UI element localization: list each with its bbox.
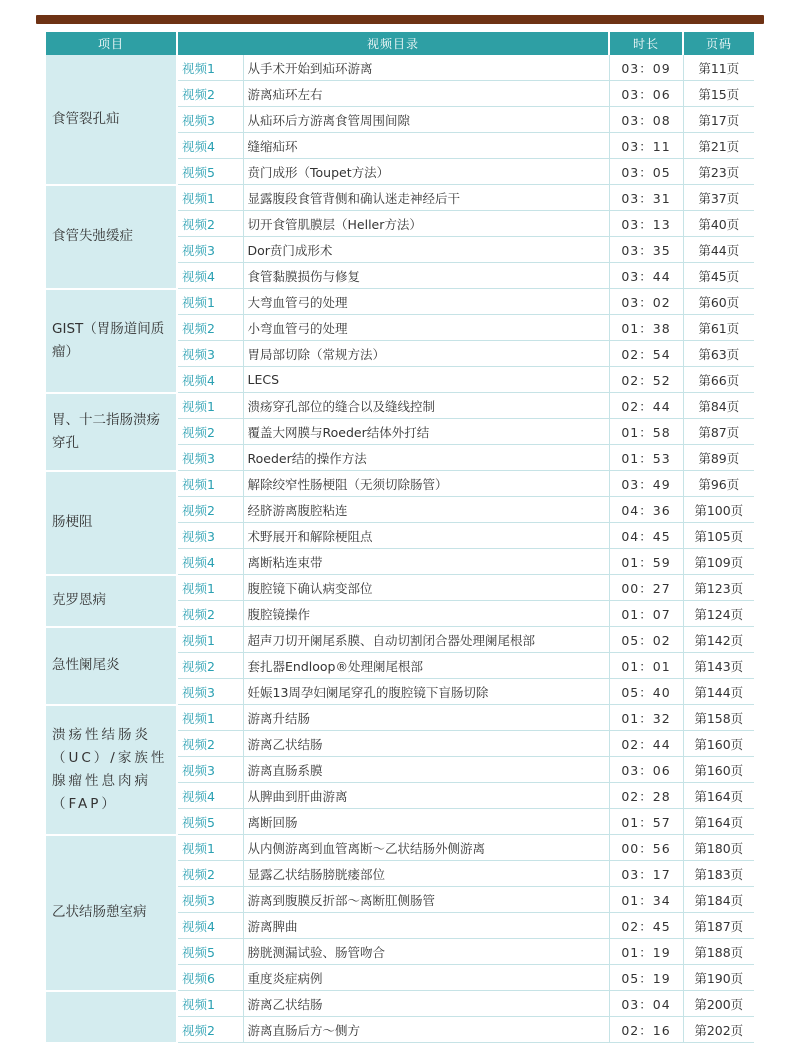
table-row xyxy=(46,289,754,315)
page-number: 第160页 xyxy=(683,731,754,757)
page-number: 第66页 xyxy=(683,367,754,393)
video-duration: 01：07 xyxy=(609,601,683,627)
video-duration: 04：45 xyxy=(609,523,683,549)
table-row xyxy=(46,835,754,861)
video-duration: 01：34 xyxy=(609,887,683,913)
video-duration: 03：06 xyxy=(609,757,683,783)
video-title: 重度炎症病例 xyxy=(243,965,609,991)
video-title: Roeder结的操作方法 xyxy=(243,445,609,471)
table-row xyxy=(46,185,754,211)
video-label[interactable]: 视频3 xyxy=(177,679,243,705)
video-label[interactable]: 视频1 xyxy=(177,627,243,653)
category-cell: 胃、十二指肠溃疡穿孔 xyxy=(46,393,177,471)
video-label[interactable]: 视频1 xyxy=(177,185,243,211)
category-cell xyxy=(46,991,177,1043)
table-row xyxy=(46,575,754,601)
video-duration: 02：16 xyxy=(609,1017,683,1043)
video-duration: 01：32 xyxy=(609,705,683,731)
video-duration: 02：44 xyxy=(609,393,683,419)
page-number: 第105页 xyxy=(683,523,754,549)
video-label[interactable]: 视频3 xyxy=(177,237,243,263)
video-label[interactable]: 视频1 xyxy=(177,471,243,497)
video-title: 缝缩疝环 xyxy=(243,133,609,159)
video-duration: 01：19 xyxy=(609,939,683,965)
video-label[interactable]: 视频6 xyxy=(177,965,243,991)
video-duration: 02：45 xyxy=(609,913,683,939)
page-number: 第15页 xyxy=(683,81,754,107)
page-number: 第187页 xyxy=(683,913,754,939)
table-header-row xyxy=(46,32,754,55)
page-number: 第124页 xyxy=(683,601,754,627)
page-number: 第61页 xyxy=(683,315,754,341)
video-title: 解除绞窄性肠梗阻（无须切除肠管） xyxy=(243,471,609,497)
page-number: 第45页 xyxy=(683,263,754,289)
video-title: 游离到腹膜反折部～离断肛侧肠管 xyxy=(243,887,609,913)
video-duration: 00：56 xyxy=(609,835,683,861)
video-label[interactable]: 视频2 xyxy=(177,211,243,237)
video-title: 腹腔镜下确认病变部位 xyxy=(243,575,609,601)
page-number: 第144页 xyxy=(683,679,754,705)
table-row xyxy=(46,705,754,731)
video-title: 大弯血管弓的处理 xyxy=(243,289,609,315)
page-number: 第37页 xyxy=(683,185,754,211)
page-number: 第84页 xyxy=(683,393,754,419)
page-number: 第23页 xyxy=(683,159,754,185)
video-label[interactable]: 视频3 xyxy=(177,445,243,471)
video-title: 覆盖大网膜与Roeder结体外打结 xyxy=(243,419,609,445)
video-title: 游离直肠后方～侧方 xyxy=(243,1017,609,1043)
page-number: 第11页 xyxy=(683,55,754,81)
category-cell: 肠梗阻 xyxy=(46,471,177,575)
video-duration: 03：31 xyxy=(609,185,683,211)
page-number: 第109页 xyxy=(683,549,754,575)
video-title: Dor贲门成形术 xyxy=(243,237,609,263)
page-number: 第164页 xyxy=(683,783,754,809)
video-title: 从内侧游离到血管离断～乙状结肠外侧游离 xyxy=(243,835,609,861)
video-label[interactable]: 视频1 xyxy=(177,835,243,861)
header-catalog: 视频目录 xyxy=(177,32,609,55)
video-duration: 03：17 xyxy=(609,861,683,887)
video-label[interactable]: 视频2 xyxy=(177,861,243,887)
video-title: 从疝环后方游离食管周围间隙 xyxy=(243,107,609,133)
video-duration: 03：44 xyxy=(609,263,683,289)
category-cell: 克罗恩病 xyxy=(46,575,177,627)
video-label[interactable]: 视频2 xyxy=(177,731,243,757)
video-title: LECS xyxy=(243,367,609,393)
video-duration: 03：06 xyxy=(609,81,683,107)
page-number: 第21页 xyxy=(683,133,754,159)
video-title: 从脾曲到肝曲游离 xyxy=(243,783,609,809)
video-label[interactable]: 视频3 xyxy=(177,757,243,783)
page-number: 第40页 xyxy=(683,211,754,237)
table-body xyxy=(46,55,754,1043)
video-title: 显露腹段食管背侧和确认迷走神经后干 xyxy=(243,185,609,211)
page-number: 第180页 xyxy=(683,835,754,861)
page-number: 第188页 xyxy=(683,939,754,965)
page-number: 第200页 xyxy=(683,991,754,1017)
video-duration: 03：05 xyxy=(609,159,683,185)
video-duration: 01：57 xyxy=(609,809,683,835)
video-label[interactable]: 视频3 xyxy=(177,887,243,913)
video-title: 从手术开始到疝环游离 xyxy=(243,55,609,81)
video-title: 游离乙状结肠 xyxy=(243,991,609,1017)
video-title: 妊娠13周孕妇阑尾穿孔的腹腔镜下盲肠切除 xyxy=(243,679,609,705)
video-label[interactable]: 视频5 xyxy=(177,809,243,835)
video-label[interactable]: 视频4 xyxy=(177,913,243,939)
video-label[interactable]: 视频4 xyxy=(177,133,243,159)
video-duration: 01：01 xyxy=(609,653,683,679)
video-title: 贲门成形（Toupet方法） xyxy=(243,159,609,185)
video-title: 胃局部切除（常规方法） xyxy=(243,341,609,367)
video-label[interactable]: 视频4 xyxy=(177,367,243,393)
video-label[interactable]: 视频2 xyxy=(177,81,243,107)
video-duration: 05：19 xyxy=(609,965,683,991)
page-number: 第123页 xyxy=(683,575,754,601)
video-title: 术野展开和解除梗阻点 xyxy=(243,523,609,549)
video-duration: 01：59 xyxy=(609,549,683,575)
video-title: 腹腔镜操作 xyxy=(243,601,609,627)
video-label[interactable]: 视频2 xyxy=(177,601,243,627)
page-number: 第158页 xyxy=(683,705,754,731)
video-label[interactable]: 视频1 xyxy=(177,55,243,81)
video-label[interactable]: 视频1 xyxy=(177,705,243,731)
video-label[interactable]: 视频4 xyxy=(177,263,243,289)
video-label[interactable]: 视频2 xyxy=(177,653,243,679)
video-label[interactable]: 视频3 xyxy=(177,523,243,549)
video-title: 食管黏膜损伤与修复 xyxy=(243,263,609,289)
video-title: 经脐游离腹腔粘连 xyxy=(243,497,609,523)
table-row xyxy=(46,627,754,653)
video-duration: 02：28 xyxy=(609,783,683,809)
page-number: 第184页 xyxy=(683,887,754,913)
page-number: 第190页 xyxy=(683,965,754,991)
video-title: 游离疝环左右 xyxy=(243,81,609,107)
video-catalog-table-wrapper xyxy=(46,32,754,1044)
page-number: 第142页 xyxy=(683,627,754,653)
video-duration: 02：52 xyxy=(609,367,683,393)
video-label[interactable]: 视频3 xyxy=(177,341,243,367)
video-title: 溃疡穿孔部位的缝合以及缝线控制 xyxy=(243,393,609,419)
video-label[interactable]: 视频3 xyxy=(177,107,243,133)
video-duration: 05：02 xyxy=(609,627,683,653)
page-number: 第100页 xyxy=(683,497,754,523)
video-title: 游离脾曲 xyxy=(243,913,609,939)
video-duration: 00：27 xyxy=(609,575,683,601)
page-number: 第143页 xyxy=(683,653,754,679)
table-row xyxy=(46,55,754,81)
video-label[interactable]: 视频2 xyxy=(177,1017,243,1043)
video-duration: 03：08 xyxy=(609,107,683,133)
video-title: 超声刀切开阑尾系膜、自动切割闭合器处理阑尾根部 xyxy=(243,627,609,653)
category-cell: 急性阑尾炎 xyxy=(46,627,177,705)
table-row xyxy=(46,393,754,419)
page-number: 第17页 xyxy=(683,107,754,133)
table-row xyxy=(46,991,754,1017)
video-label[interactable]: 视频1 xyxy=(177,393,243,419)
video-duration: 03：09 xyxy=(609,55,683,81)
video-duration: 02：44 xyxy=(609,731,683,757)
video-title: 切开食管肌膜层（Heller方法） xyxy=(243,211,609,237)
video-duration: 03：02 xyxy=(609,289,683,315)
video-label[interactable]: 视频4 xyxy=(177,549,243,575)
video-label[interactable]: 视频2 xyxy=(177,497,243,523)
category-cell: 乙状结肠憩室病 xyxy=(46,835,177,991)
video-duration: 01：38 xyxy=(609,315,683,341)
header-category: 项目 xyxy=(46,32,177,55)
video-label[interactable]: 视频4 xyxy=(177,783,243,809)
video-duration: 05：40 xyxy=(609,679,683,705)
video-label[interactable]: 视频5 xyxy=(177,939,243,965)
video-title: 离断粘连束带 xyxy=(243,549,609,575)
page-number: 第183页 xyxy=(683,861,754,887)
video-label[interactable]: 视频1 xyxy=(177,991,243,1017)
video-duration: 03：49 xyxy=(609,471,683,497)
video-duration: 03：13 xyxy=(609,211,683,237)
page-number: 第202页 xyxy=(683,1017,754,1043)
page-number: 第63页 xyxy=(683,341,754,367)
video-catalog-table xyxy=(46,32,754,1044)
video-title: 膀胱测漏试验、肠管吻合 xyxy=(243,939,609,965)
video-duration: 02：54 xyxy=(609,341,683,367)
video-duration: 03：35 xyxy=(609,237,683,263)
header-page: 页码 xyxy=(683,32,754,55)
video-duration: 04：36 xyxy=(609,497,683,523)
video-title: 套扎器Endloop®处理阑尾根部 xyxy=(243,653,609,679)
video-label[interactable]: 视频1 xyxy=(177,575,243,601)
page-number: 第44页 xyxy=(683,237,754,263)
video-label[interactable]: 视频2 xyxy=(177,315,243,341)
category-cell: 食管裂孔疝 xyxy=(46,55,177,185)
page-number: 第60页 xyxy=(683,289,754,315)
page-number: 第164页 xyxy=(683,809,754,835)
page-number: 第96页 xyxy=(683,471,754,497)
video-title: 离断回肠 xyxy=(243,809,609,835)
video-label[interactable]: 视频5 xyxy=(177,159,243,185)
page-number: 第89页 xyxy=(683,445,754,471)
video-label[interactable]: 视频2 xyxy=(177,419,243,445)
header-duration: 时长 xyxy=(609,32,683,55)
page-number: 第87页 xyxy=(683,419,754,445)
video-duration: 01：58 xyxy=(609,419,683,445)
page-number: 第160页 xyxy=(683,757,754,783)
top-decorative-bar xyxy=(36,15,764,24)
video-title: 游离升结肠 xyxy=(243,705,609,731)
video-title: 显露乙状结肠膀胱瘘部位 xyxy=(243,861,609,887)
category-cell: 食管失弛缓症 xyxy=(46,185,177,289)
video-duration: 01：53 xyxy=(609,445,683,471)
video-title: 小弯血管弓的处理 xyxy=(243,315,609,341)
video-duration: 03：11 xyxy=(609,133,683,159)
video-title: 游离乙状结肠 xyxy=(243,731,609,757)
video-title: 游离直肠系膜 xyxy=(243,757,609,783)
table-row xyxy=(46,471,754,497)
category-cell: 溃疡性结肠炎（UC）/家族性腺瘤性息肉病（FAP） xyxy=(46,705,177,835)
category-cell: GIST（胃肠道间质瘤） xyxy=(46,289,177,393)
video-label[interactable]: 视频1 xyxy=(177,289,243,315)
video-duration: 03：04 xyxy=(609,991,683,1017)
